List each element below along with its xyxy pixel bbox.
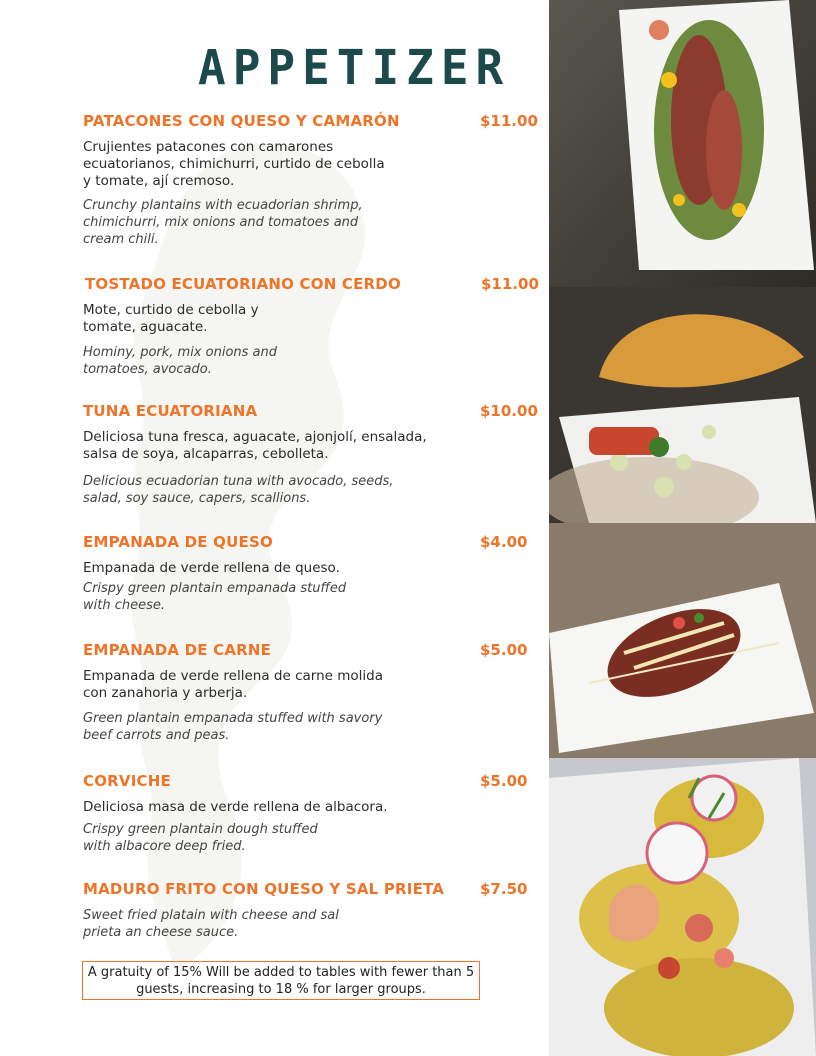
item-description-es: Mote, curtido de cebolla y tomate, aguacate. bbox=[83, 302, 259, 335]
patacones-shrimp-photo bbox=[549, 758, 816, 1056]
item-description-en: Sweet fried platain with cheese and sal prieta an cheese sauce. bbox=[83, 908, 339, 940]
item-description-es: Deliciosa masa de verde rellena de albacora. bbox=[83, 799, 388, 815]
item-description-en: Green plantain empanada stuffed with savory beef carrots and peas. bbox=[83, 711, 383, 743]
item-price: $10.00 bbox=[480, 402, 538, 420]
item-description-es: Empanada de verde rellena de carne molida con zanahoria y arberja. bbox=[83, 668, 383, 701]
item-description-en: Hominy, pork, mix onions and tomatoes, avocado. bbox=[83, 345, 277, 377]
corviche-photo bbox=[549, 523, 816, 758]
item-name: TOSTADO ECUATORIANO CON CERDO bbox=[85, 275, 401, 293]
item-description-es: Crujientes patacones con camarones ecuatorianos, chimichurri, curtido de cebolla y tomate, ají cremoso. bbox=[83, 139, 385, 189]
gratuity-notice: A gratuity of 15% Will be added to tables with fewer than 5 guests, increasing to 18 % for larger groups. bbox=[82, 961, 480, 1000]
item-price: $7.50 bbox=[480, 880, 528, 898]
item-description-en: Crunchy plantains with ecuadorian shrimp, chimichurri, mix onions and tomatoes and cream chili. bbox=[83, 198, 363, 247]
item-description-en: Delicious ecuadorian tuna with avocado, seeds, salad, soy sauce, capers, scallions. bbox=[83, 474, 394, 506]
item-price: $11.00 bbox=[481, 275, 539, 293]
item-name: MADURO FRITO CON QUESO Y SAL PRIETA bbox=[83, 880, 445, 898]
item-description-en: Crispy green plantain dough stuffed with albacore deep fried. bbox=[83, 822, 318, 854]
tuna-salad-photo bbox=[549, 0, 816, 287]
item-description-en: Crispy green plantain empanada stuffed with cheese. bbox=[83, 581, 347, 613]
item-price: $11.00 bbox=[480, 112, 538, 130]
item-description-es: Empanada de verde rellena de queso. bbox=[83, 560, 340, 576]
item-price: $5.00 bbox=[480, 641, 528, 659]
item-name: EMPANADA DE QUESO bbox=[83, 533, 273, 551]
item-price: $4.00 bbox=[480, 533, 528, 551]
item-name: TUNA ECUATORIANA bbox=[83, 402, 258, 420]
menu-title: APPETIZER bbox=[198, 38, 511, 96]
item-price: $5.00 bbox=[480, 772, 528, 790]
item-name: CORVICHE bbox=[83, 772, 171, 790]
item-name: PATACONES CON QUESO Y CAMARÓN bbox=[83, 112, 400, 130]
photo-column bbox=[549, 0, 816, 1056]
item-name: EMPANADA DE CARNE bbox=[83, 641, 272, 659]
empanada-photo bbox=[549, 287, 816, 523]
item-description-es: Deliciosa tuna fresca, aguacate, ajonjolí, ensalada, salsa de soya, alcaparras, cebolleta. bbox=[83, 429, 427, 462]
